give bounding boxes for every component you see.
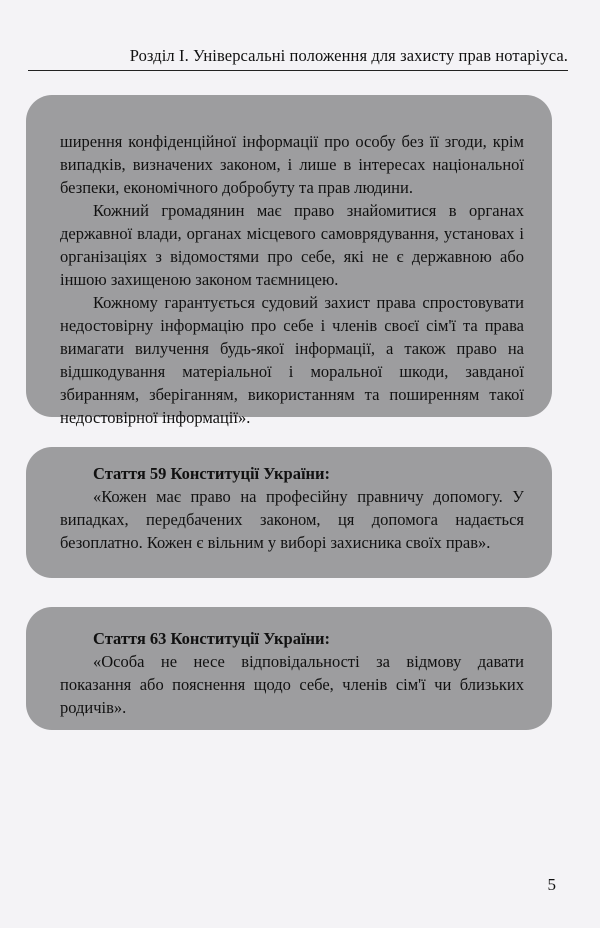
article-63-quote: «Особа не несе відповідальності за відмову давати показання або пояснення щодо себе, членів сім'ї чи близьких родичів». <box>60 652 524 717</box>
article-59-quote: «Кожен має право на професійну правничу допомогу. У випадках, передбачених законом, ця допомога надається безоплатно. Кожен є вільним у виборі захисника своїх прав». <box>60 487 524 552</box>
excerpt-paragraph-2: Кожний громадянин має право знайомитися в органах державної влади, органах місцевого самоврядування, установах і організаціях з відомостями про себе, які не є державною або іншою захищеною законом таємницею. <box>60 201 524 289</box>
header-rule <box>28 70 568 71</box>
excerpt-paragraph-3: Кожному гарантується судовий захист права спростовувати недостовірну інформацію про себе і членів своєї сім'ї та права вимагати вилучення будь-якої інформації, а також право на відшкодування матеріальної і моральної шкоди, завданої збиранням, зберіганням, використанням та поширенням такої недостовірної інформації». <box>60 293 524 427</box>
page-number: 5 <box>547 875 556 894</box>
article-63-heading: Стаття 63 Конституції України: <box>93 629 331 648</box>
running-header: Розділ I. Універсальні положення для захисту прав нотаріуса. <box>129 46 568 65</box>
article-59-heading: Стаття 59 Конституції України: <box>93 464 331 483</box>
constitution-excerpt-box <box>26 95 552 427</box>
excerpt-paragraph-1: ширення конфіденційної інформації про особу без її згоди, крім випадків, визначених законом, і лише в інтересах національної безпеки, економічного добробуту та прав людини. <box>60 132 524 197</box>
article-59-box <box>26 447 552 578</box>
article-63-box <box>26 607 552 730</box>
